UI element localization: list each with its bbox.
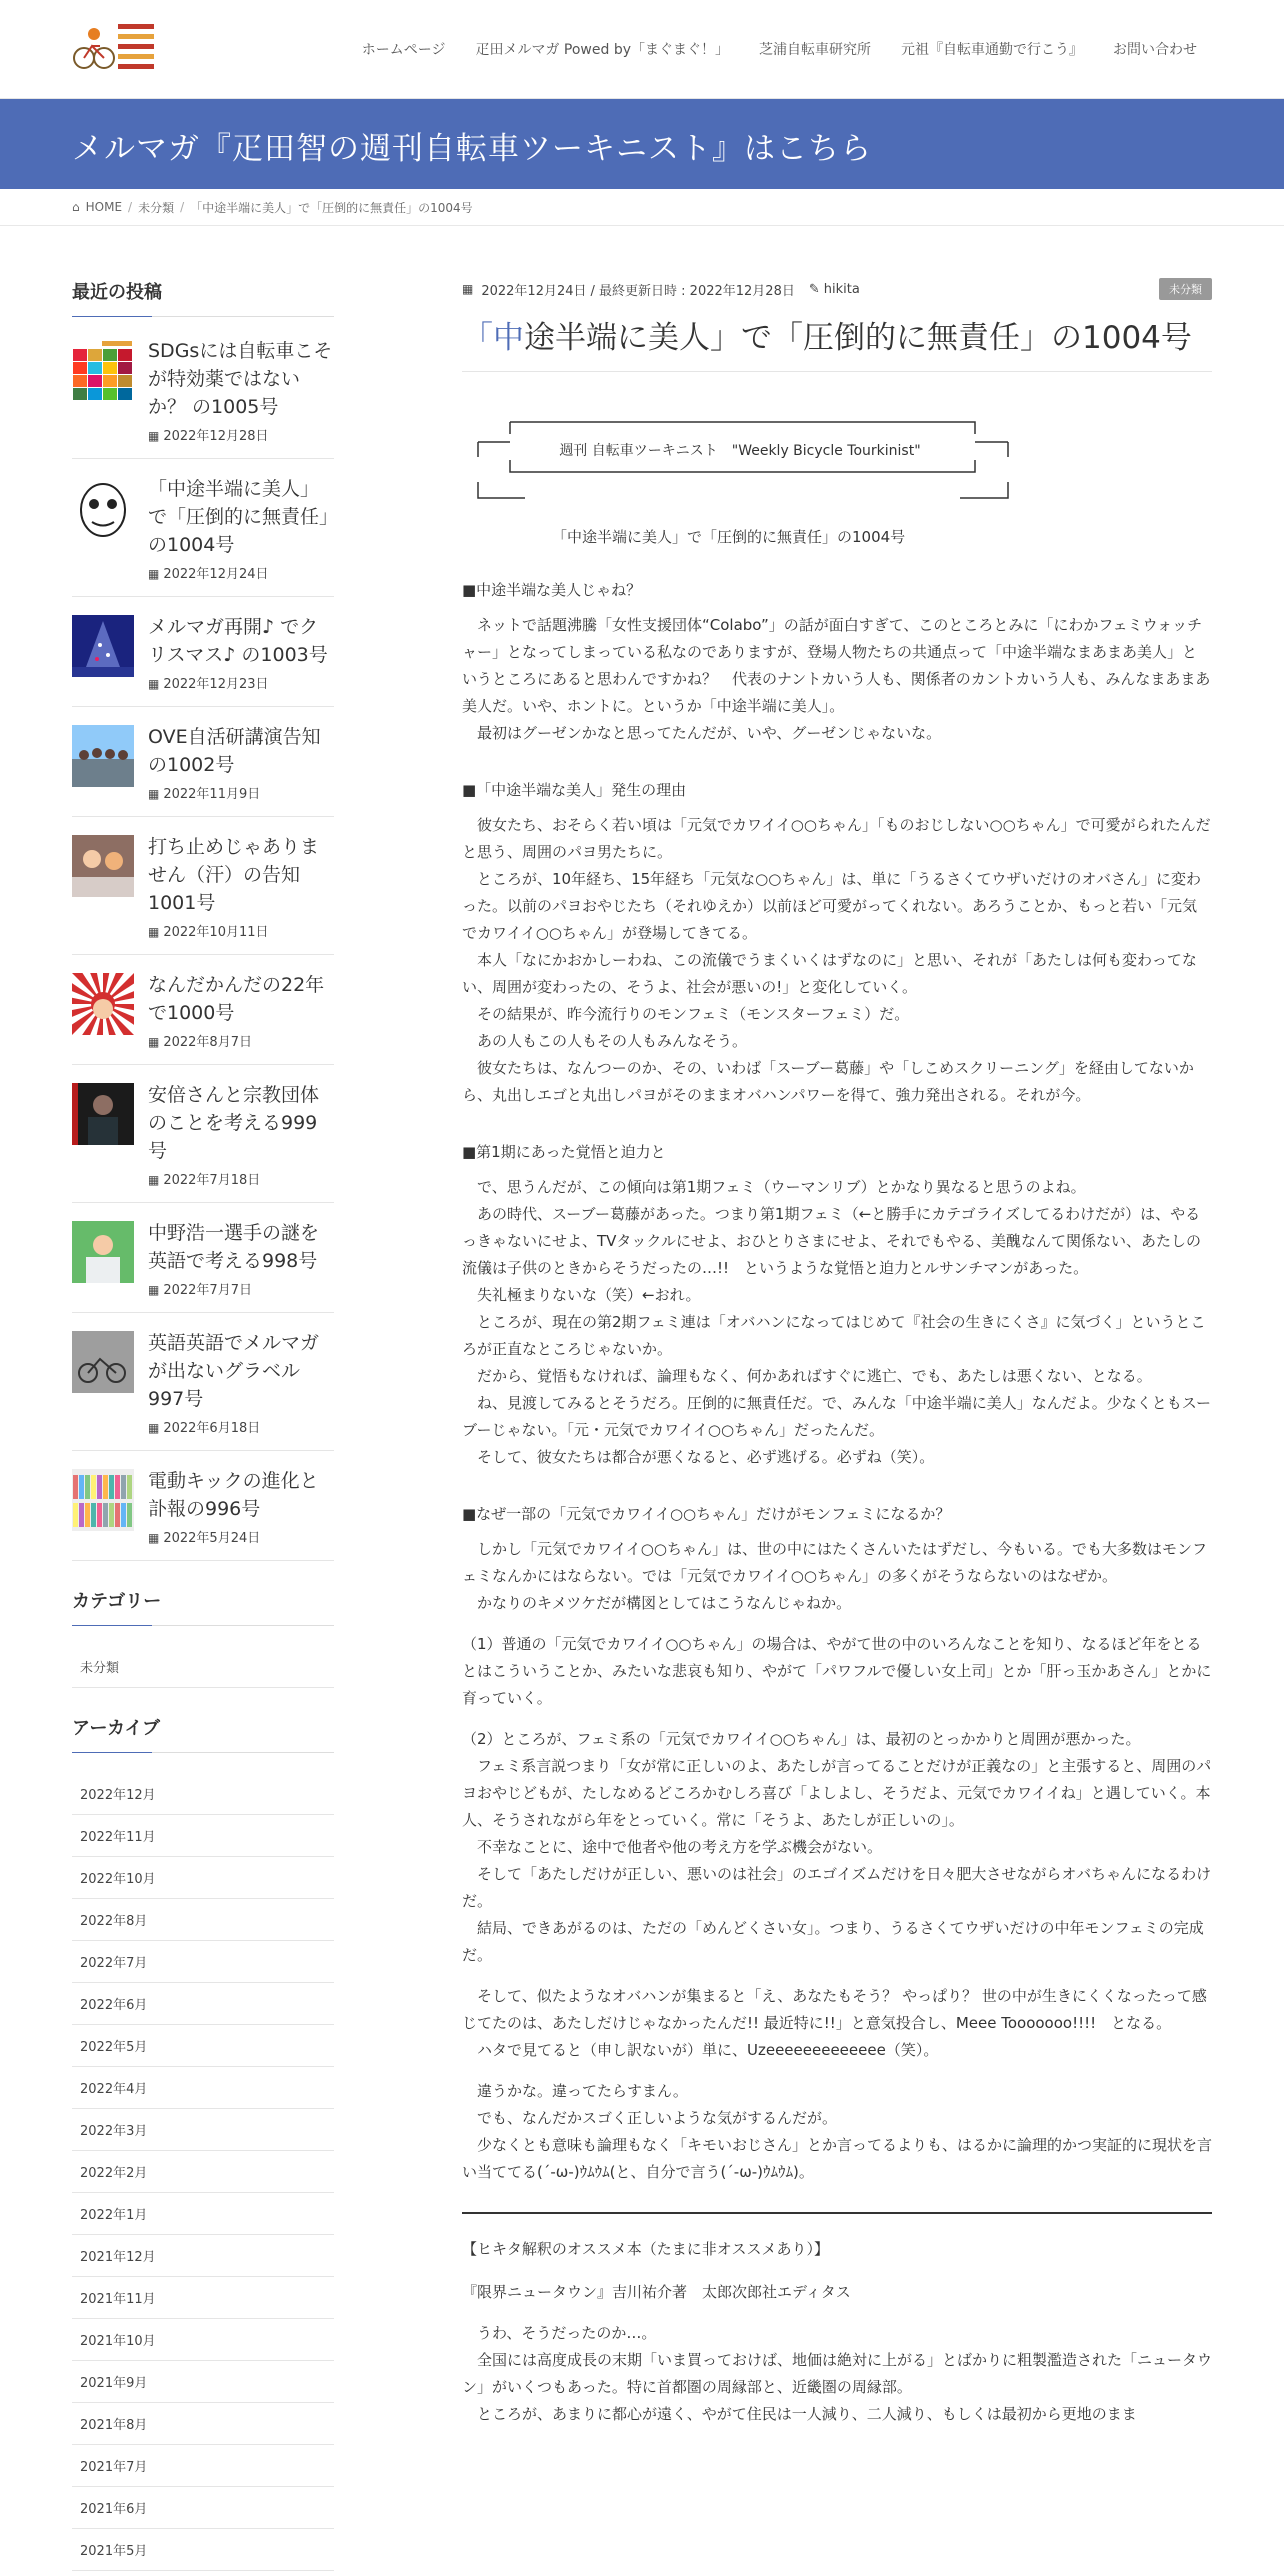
recent-post-date-text: 2022年10月11日	[163, 925, 269, 940]
paragraph-line: 結局、できあがるのは、ただの「めんどくさい女」。つまり、うるさくてウザいだけの中年モンフェミの完成だ。	[462, 1919, 1204, 1964]
breadcrumb	[0, 189, 1284, 226]
post-date: 2022年12月24日	[481, 283, 587, 299]
post-thumbnail-image[interactable]	[72, 477, 134, 539]
entry-title	[462, 312, 1212, 372]
archive-link[interactable]: 2021年10月	[72, 2319, 334, 2361]
recent-post-text	[148, 1329, 334, 1436]
book-description	[462, 2320, 1212, 2428]
recent-post-date-text: 2022年11月9日	[163, 787, 261, 802]
entry-title-rest: 途半端に美人」で「圧倒的に無責任」の1004号	[524, 320, 1192, 356]
calendar-icon: ▦	[148, 429, 160, 443]
archive-link[interactable]: 2021年8月	[72, 2403, 334, 2445]
archive-link[interactable]: 2022年12月	[72, 1773, 334, 1815]
recent-post-text	[148, 475, 334, 582]
banner-frame-graphic	[470, 412, 1010, 512]
recent-post-item[interactable]	[72, 833, 334, 955]
divider	[462, 2212, 1212, 2214]
recent-post-item[interactable]	[72, 1081, 334, 1203]
paragraph-line: 失礼極まりないな（笑）←おれ。	[462, 1286, 701, 1304]
article-subtitle: 「中途半端に美人」で「圧倒的に無責任」の1004号	[552, 528, 906, 546]
paragraph-line: 全国には高度成長の末期「いま買っておけば、地価は絶対に上がる」とばかりに粗製濫造された「ニュータウン」がいくつもあった。特に首都圏の周縁部と、近畿圏の周縁部。	[462, 2351, 1213, 2396]
recent-post-date-text: 2022年5月24日	[163, 1531, 261, 1546]
post-thumbnail-image[interactable]	[72, 835, 134, 897]
home-icon: ⌂	[72, 200, 80, 214]
archive-link[interactable]: 2022年7月	[72, 1941, 334, 1983]
band-title: メルマガ『疋田智の週刊自転車ツーキニスト』はこちら	[72, 131, 872, 167]
updated-date: / 最終更新日時 : 2022年12月28日	[590, 283, 795, 299]
calendar-icon: ▦	[148, 925, 160, 939]
paragraph	[462, 1631, 1212, 1712]
paragraph-line: 最初はグーゼンかなと思ってたんだが、いや、グーゼンじゃないな。	[462, 724, 942, 742]
recent-post-item[interactable]	[72, 613, 334, 707]
recent-post-text	[148, 971, 334, 1050]
site-logo[interactable]	[70, 18, 156, 78]
paragraph	[462, 1983, 1212, 2064]
calendar-icon: ▦	[148, 787, 160, 801]
breadcrumb-separator: /	[128, 200, 133, 214]
breadcrumb-current: 「中途半端に美人」で「圧倒的に無責任」の1004号	[190, 200, 473, 215]
paragraph-line: （1）普通の「元気でカワイイ○○ちゃん」の場合は、やがて世の中のいろんなことを知り、なるほど年をとるとはこういうことか、みたいな悲哀も知り、やがて「パワフルで優しい女上司」とか「肝っ玉かあさん」とかに育っていく。	[462, 1635, 1212, 1707]
recent-post-title[interactable]: 英語英語でメルマガが出ないグラベル997号	[148, 1332, 320, 1410]
recent-post-item[interactable]	[72, 1219, 334, 1313]
recent-post-title[interactable]: メルマガ再開♪ でクリスマス♪ の1003号	[148, 616, 328, 666]
recent-post-date	[148, 425, 334, 444]
entry-title-lead: 「中	[462, 320, 524, 356]
page-header-band	[0, 99, 1284, 189]
breadcrumb-home[interactable]: HOME	[85, 200, 123, 214]
nav-mailmag[interactable]: 疋田メルマガ Powed by「まぐまぐ！」	[475, 42, 729, 58]
archive-link[interactable]: 2022年4月	[72, 2067, 334, 2109]
paragraph-line: ハタで見てると（申し訳ないが）単に、Uzeeeeeeeeeeeee（笑）。	[462, 2041, 939, 2059]
archive-link[interactable]: 2022年10月	[72, 1857, 334, 1899]
recent-post-date	[148, 563, 334, 582]
recent-post-text	[148, 337, 334, 444]
archive-link[interactable]: 2021年5月	[72, 2529, 334, 2571]
recent-post-date-text: 2022年8月7日	[163, 1035, 252, 1050]
post-thumbnail-image[interactable]	[72, 615, 134, 677]
paragraph-line: そして「あたしだけが正しい、悪いのは社会」のエゴイズムだけを日々肥大させながらオバちゃんになるわけだ。	[462, 1865, 1212, 1910]
recent-post-item[interactable]	[72, 1467, 334, 1561]
paragraph	[462, 1536, 1212, 1617]
archive-link[interactable]: 2021年9月	[72, 2361, 334, 2403]
archive-link[interactable]: 2022年8月	[72, 1899, 334, 1941]
calendar-icon: ▦	[148, 1531, 160, 1545]
archive-link[interactable]: 2022年6月	[72, 1983, 334, 2025]
paragraph-line: その結果が、昨今流行りのモンフェミ（モンスターフェミ）だ。	[462, 1005, 910, 1023]
global-nav	[347, 0, 1212, 98]
calendar-icon: ▦	[148, 567, 160, 581]
paragraph-line: ね、見渡してみるとそうだろ。圧倒的に無責任だ。で、みんな「中途半端に美人」なんだよ。少なくともスーブーじゃない。「元・元気でカワイイ○○ちゃん」だったんだ。	[462, 1394, 1211, 1439]
paragraph-line: 彼女たち、おそらく若い頃は「元気でカワイイ○○ちゃん」「ものおじしない○○ちゃん」で可愛がられたんだと思う、周囲のパヨ男たちに。	[462, 816, 1211, 861]
recent-post-date	[148, 673, 334, 692]
recent-post-date-text: 2022年7月18日	[163, 1173, 261, 1188]
recent-post-date	[148, 1279, 334, 1298]
pencil-icon: ✎	[808, 281, 820, 297]
newsletter-banner	[470, 412, 1010, 512]
archive-widget	[72, 1714, 334, 2571]
recent-post-date-text: 2022年12月28日	[163, 429, 269, 444]
archive-link[interactable]: 2021年12月	[72, 2235, 334, 2277]
recent-posts-title: 最近の投稿	[72, 278, 334, 317]
archive-link[interactable]: 2022年1月	[72, 2193, 334, 2235]
recent-post-date-text: 2022年12月23日	[163, 677, 269, 692]
paragraph-line: あの時代、スーブー葛藤があった。つまり第1期フェミ（←と勝手にカテゴライズしてるわけだが）は、やるっきゃないにせよ、TVタックルにせよ、おひとりさまにせよ、それでもやる、美醜なんて関係ない、あたしの流儀は子供のときからそうだったの…!! というような覚悟と迫力とルサンチマンがあった。	[462, 1205, 1201, 1277]
recent-post-text	[148, 1219, 334, 1298]
entry-meta	[462, 278, 1212, 300]
recent-post-text	[148, 1081, 334, 1188]
recent-post-item[interactable]	[72, 475, 334, 597]
post-thumbnail-image[interactable]	[72, 1331, 134, 1393]
paragraph-line: うわ、そうだったのか…。	[462, 2324, 657, 2342]
archive-link[interactable]: 2022年11月	[72, 1815, 334, 1857]
recent-post-date	[148, 1417, 334, 1436]
paragraph-line: ところが、あまりに都心が遠く、やがて住民は一人減り、二人減り、もしくは最初から更地のまま	[462, 2405, 1137, 2423]
paragraph-line: あの人もこの人もその人もみんなそう。	[462, 1032, 748, 1050]
archive-list	[72, 1773, 334, 2571]
recent-post-title[interactable]: OVE自活研講演告知の1002号	[148, 726, 321, 776]
paragraph-line: 少なくとも意味も論理もなく「キモいおじさん」とか言ってるよりも、はるかに論理的かつ実証的に現状を言い当ててる(´-ω-)ｳﾑｳﾑ(と、自分で言う(´-ω-)ｳﾑｳﾑ)。	[462, 2136, 1213, 2181]
sidebar	[72, 278, 334, 2571]
archive-link[interactable]: 2021年6月	[72, 2487, 334, 2529]
post-thumbnail-image[interactable]	[72, 1469, 134, 1531]
paragraph-line: 彼女たちは、なんつーのか、その、いわば「スーブー葛藤」や「しこめスクリーニング」を経由してないから、丸出しエゴと丸出しパヨがそのままオバハンパワーを得て、強力発出される。それが今。	[462, 1059, 1194, 1104]
paragraph-line: そして、彼女たちは都合が悪くなると、必ず逃げる。必ずね（笑）。	[462, 1448, 935, 1466]
paragraph-line: 違うかな。違ってたらすまん。	[462, 2082, 688, 2100]
paragraph-line: ネットで話題沸騰「女性支援団体“Colabo”」の話が面白すぎて、このところとみに「にわかフェミウォッチャー」となってしまっている私なのでありますが、登場人物たちの共通点って「中途半端なまあまあ美人」というところにあると思わんですかね？ 代表のナントカいう人も、関係者のカントカいう人も、みんなまあまあ美人だ。いや、ホントに。というか「中途半端に美人」。	[462, 616, 1211, 715]
recent-post-date	[148, 1527, 334, 1546]
recent-post-text	[148, 833, 334, 940]
category-badge[interactable]: 未分類	[1159, 278, 1212, 300]
recent-post-title[interactable]: 中野浩一選手の謎を英語で考える998号	[148, 1222, 320, 1272]
recent-post-date	[148, 783, 334, 802]
categories-widget	[72, 1587, 334, 1688]
recent-post-item[interactable]	[72, 337, 334, 459]
recent-post-title[interactable]: 「中途半端に美人」で「圧倒的に無責任」の1004号	[148, 478, 329, 556]
archive-link[interactable]: 2021年11月	[72, 2277, 334, 2319]
recent-post-date-text: 2022年6月18日	[163, 1421, 261, 1436]
archive-link[interactable]: 2022年2月	[72, 2151, 334, 2193]
recent-post-date-text: 2022年7月7日	[163, 1283, 252, 1298]
calendar-icon: ▦	[148, 1283, 160, 1297]
banner-text: 週刊 自転車ツーキニスト "Weekly Bicycle Tourkinist"	[559, 443, 921, 459]
paragraph-line: そして、似たようなオバハンが集まると「え、あなたもそう？ やっぱり？ 世の中が生きにくくなったって感じてたのは、あたしだけじゃなかったんだ!! 最近特に!!」と意気投合し、Meee Tooooooo!!!! となる。	[462, 1987, 1207, 2032]
recent-post-text	[148, 613, 334, 692]
paragraph	[462, 1726, 1212, 1969]
recent-post-item[interactable]	[72, 1329, 334, 1451]
paragraph-line: 不幸なことに、途中で他者や他の考え方を学ぶ機会がない。	[462, 1838, 883, 1856]
paragraph-line: で、思うんだが、この傾向は第1期フェミ（ウーマンリブ）とかなり異なると思うのよね。	[462, 1178, 1086, 1196]
recent-post-date	[148, 1031, 334, 1050]
post-thumbnail-image[interactable]	[72, 973, 134, 1035]
paragraph-line: かなりのキメツケだが構図としてはこうなんじゃねか。	[462, 1594, 852, 1612]
article	[462, 278, 1212, 2442]
paragraph	[462, 612, 1212, 747]
recent-post-date	[148, 921, 334, 940]
paragraph-line: 本人「なにかおかしーわね、この流儀でうまくいくはずなのに」と思い、それが「あたしは何も変わってない、周囲が変わったの、そうよ、社会が悪いの!」と変化していく。	[462, 951, 1197, 996]
recent-posts-list	[72, 337, 334, 1561]
site-header	[0, 0, 1284, 99]
nav-shibaura-lab[interactable]: 芝浦自転車研究所	[759, 42, 871, 58]
breadcrumb-category[interactable]: 未分類	[138, 200, 175, 215]
calendar-icon: ▦	[148, 1035, 160, 1049]
archive-link[interactable]: 2022年3月	[72, 2109, 334, 2151]
paragraph	[462, 2078, 1212, 2186]
paragraph-line: でも、なんだかスゴく正しいような気がするんだが。	[462, 2109, 838, 2127]
post-thumbnail-image[interactable]	[72, 1221, 134, 1283]
categories-title: カテゴリー	[72, 1587, 334, 1626]
calendar-icon: ▦	[148, 677, 160, 691]
post-thumbnail-image[interactable]	[72, 339, 134, 401]
nav-home[interactable]: ホームページ	[361, 42, 446, 58]
paragraph	[462, 812, 1212, 1109]
recent-post-title[interactable]: なんだかんだの22年で1000号	[148, 974, 325, 1024]
section-heading: ■第1期にあった覚悟と迫力と	[462, 1143, 666, 1161]
recent-post-text	[148, 723, 334, 802]
paragraph-line: フェミ系言説つまり「女が常に正しいのよ、あたしが言ってることだけが正義なの」と主張すると、周囲のパヨおやじどもが、たしなめるどころかむしろ喜び「よしよし、そうだよ、元気でカワイイね」と遇していく。本人、そうされながら年をとっていく。常に「そうよ、あたしが正しいの」。	[462, 1757, 1212, 1829]
nav-contact[interactable]: お問い合わせ	[1113, 42, 1197, 58]
post-thumbnail-image[interactable]	[72, 725, 134, 787]
archive-link[interactable]: 2022年5月	[72, 2025, 334, 2067]
section-heading: ■中途半端な美人じゃね？	[462, 581, 642, 599]
author-link[interactable]: hikita	[823, 281, 860, 297]
post-thumbnail-image[interactable]	[72, 1083, 134, 1145]
recent-post-item[interactable]	[72, 971, 334, 1065]
calendar-icon: ▦	[462, 282, 474, 296]
category-link[interactable]: 未分類	[72, 1646, 334, 1688]
breadcrumb-separator: /	[180, 200, 185, 214]
book-title: 『限界ニュータウン』吉川祐介著 太郎次郎社エディタス	[462, 2283, 851, 2301]
section-heading: ■「中途半端な美人」発生の理由	[462, 781, 687, 799]
nav-commute[interactable]: 元祖『自転車通勤で行こう』	[901, 42, 1083, 58]
section-heading: ■なぜ一部の「元気でカワイイ○○ちゃん」だけがモンフェミになるか？	[462, 1505, 951, 1523]
recent-post-date	[148, 1169, 334, 1188]
recent-post-title[interactable]: SDGsには自転車こそが特効薬ではないか？ の1005号	[148, 340, 333, 418]
paragraph	[462, 1174, 1212, 1471]
paragraph-line: しかし「元気でカワイイ○○ちゃん」は、世の中にはたくさんいたはずだし、今もいる。でも大多数はモンフェミなんかにはならない。では「元気でカワイイ○○ちゃん」の多くがそうならないのはなぜか。	[462, 1540, 1207, 1585]
recent-post-title[interactable]: 電動キックの進化と訃報の996号	[148, 1470, 319, 1520]
recent-post-item[interactable]	[72, 723, 334, 817]
calendar-icon: ▦	[148, 1173, 160, 1187]
recent-post-title[interactable]: 打ち止めじゃありません（汗）の告知1001号	[148, 836, 320, 914]
article-body	[462, 579, 1212, 2186]
archive-title: アーカイブ	[72, 1714, 334, 1753]
recent-post-title[interactable]: 安倍さんと宗教団体のことを考える999号	[148, 1084, 320, 1162]
categories-list	[72, 1646, 334, 1688]
recommend-heading: 【ヒキタ解釈のオススメ本（たまに非オススメあり）】	[462, 2240, 830, 2258]
archive-link[interactable]: 2021年7月	[72, 2445, 334, 2487]
recent-post-text	[148, 1467, 334, 1546]
paragraph-line: （2）ところが、フェミ系の「元気でカワイイ○○ちゃん」は、最初のとっかかりと周囲が悪かった。	[462, 1730, 1141, 1748]
paragraph-line: だから、覚悟もなければ、論理もなく、何かあればすぐに逃亡、でも、あたしは悪くない、となる。	[462, 1367, 1152, 1385]
calendar-icon: ▦	[148, 1421, 160, 1435]
paragraph-line: ところが、10年経ち、15年経ち「元気な○○ちゃん」は、単に「うるさくてウザいだけのオバさん」に変わった。以前のパヨおやじたち（それゆえか）以前ほど可愛がってくれない。あろうことか、もっと若い「元気でカワイイ○○ちゃん」が登場してきてる。	[462, 870, 1202, 942]
paragraph-line: ところが、現在の第2期フェミ連は「オバハンになってはじめて『社会の生きにくさ』に気づく」というところが正直なところじゃないか。	[462, 1313, 1206, 1358]
logo-bicycle-icon	[70, 18, 156, 78]
recent-post-date-text: 2022年12月24日	[163, 567, 269, 582]
